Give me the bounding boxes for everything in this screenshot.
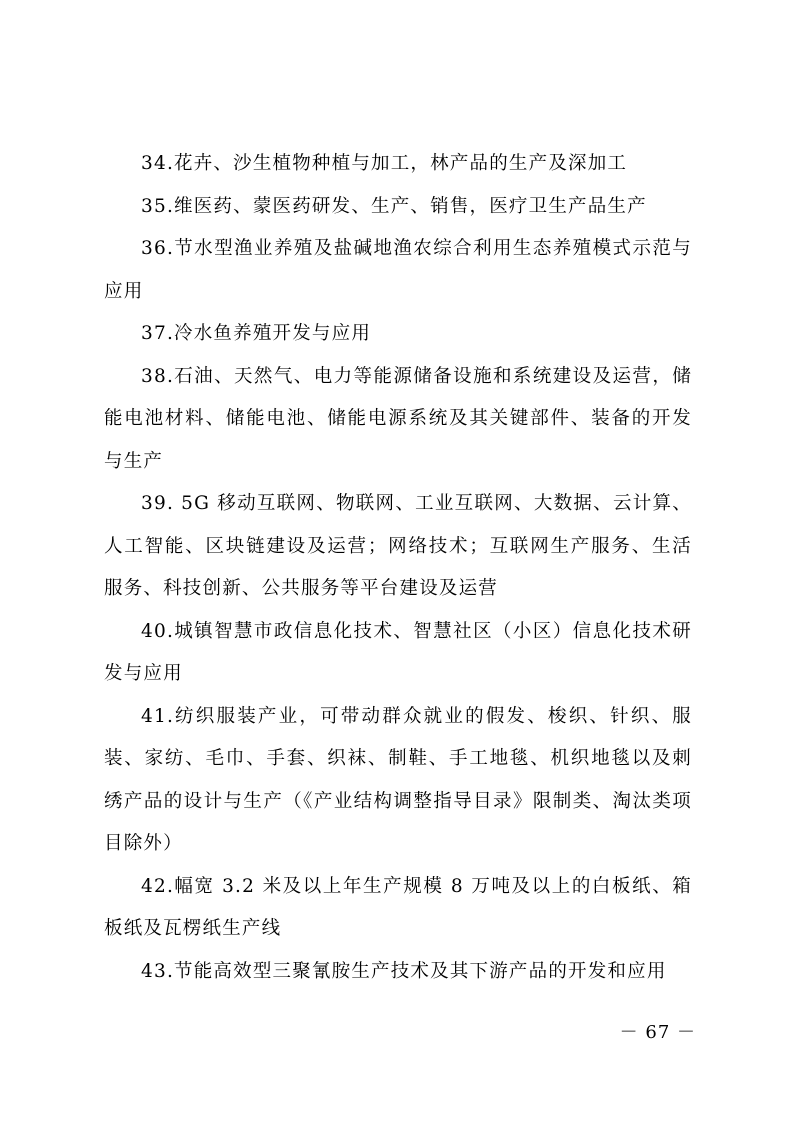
list-item-39: 39. 5G 移动互联网、物联网、工业互联网、大数据、云计算、人工智能、区块链建设及运营；网络技术；互联网生产服务、生活服务、科技创新、公共服务等平台建设及运营 (104, 493, 692, 599)
list-item-40: 40.城镇智慧市政信息化技术、智慧社区（小区）信息化技术研发与应用 (104, 620, 692, 684)
list-item-36: 36.节水型渔业养殖及盐碱地渔农综合利用生态养殖模式示范与应用 (104, 238, 692, 302)
document-body (104, 143, 692, 993)
list-item-34: 34.花卉、沙生植物种植与加工，林产品的生产及深加工 (141, 153, 628, 174)
list-item-41: 41.纺织服装产业，可带动群众就业的假发、梭织、针织、服装、家纺、毛巾、手套、织袜、制鞋、手工地毯、机织地毯以及刺绣产品的设计与生产（《产业结构调整指导目录》限制类、淘汰类项目除外） (104, 705, 692, 854)
list-item-38: 38.石油、天然气、电力等能源储备设施和系统建设及运营，储能电池材料、储能电池、储能电源系统及其关键部件、装备的开发与生产 (104, 365, 692, 472)
list-item-37: 37.冷水鱼养殖开发与应用 (141, 323, 372, 344)
list-item-42: 42.幅宽 3.2 米及以上年生产规模 8 万吨及以上的白板纸、箱板纸及瓦楞纸生产线 (104, 875, 692, 939)
page-number: － 67 － (619, 1022, 696, 1043)
list-item-43: 43.节能高效型三聚氰胺生产技术及其下游产品的开发和应用 (141, 960, 667, 982)
list-item-35: 35.维医药、蒙医药研发、生产、销售，医疗卫生产品生产 (141, 195, 647, 217)
